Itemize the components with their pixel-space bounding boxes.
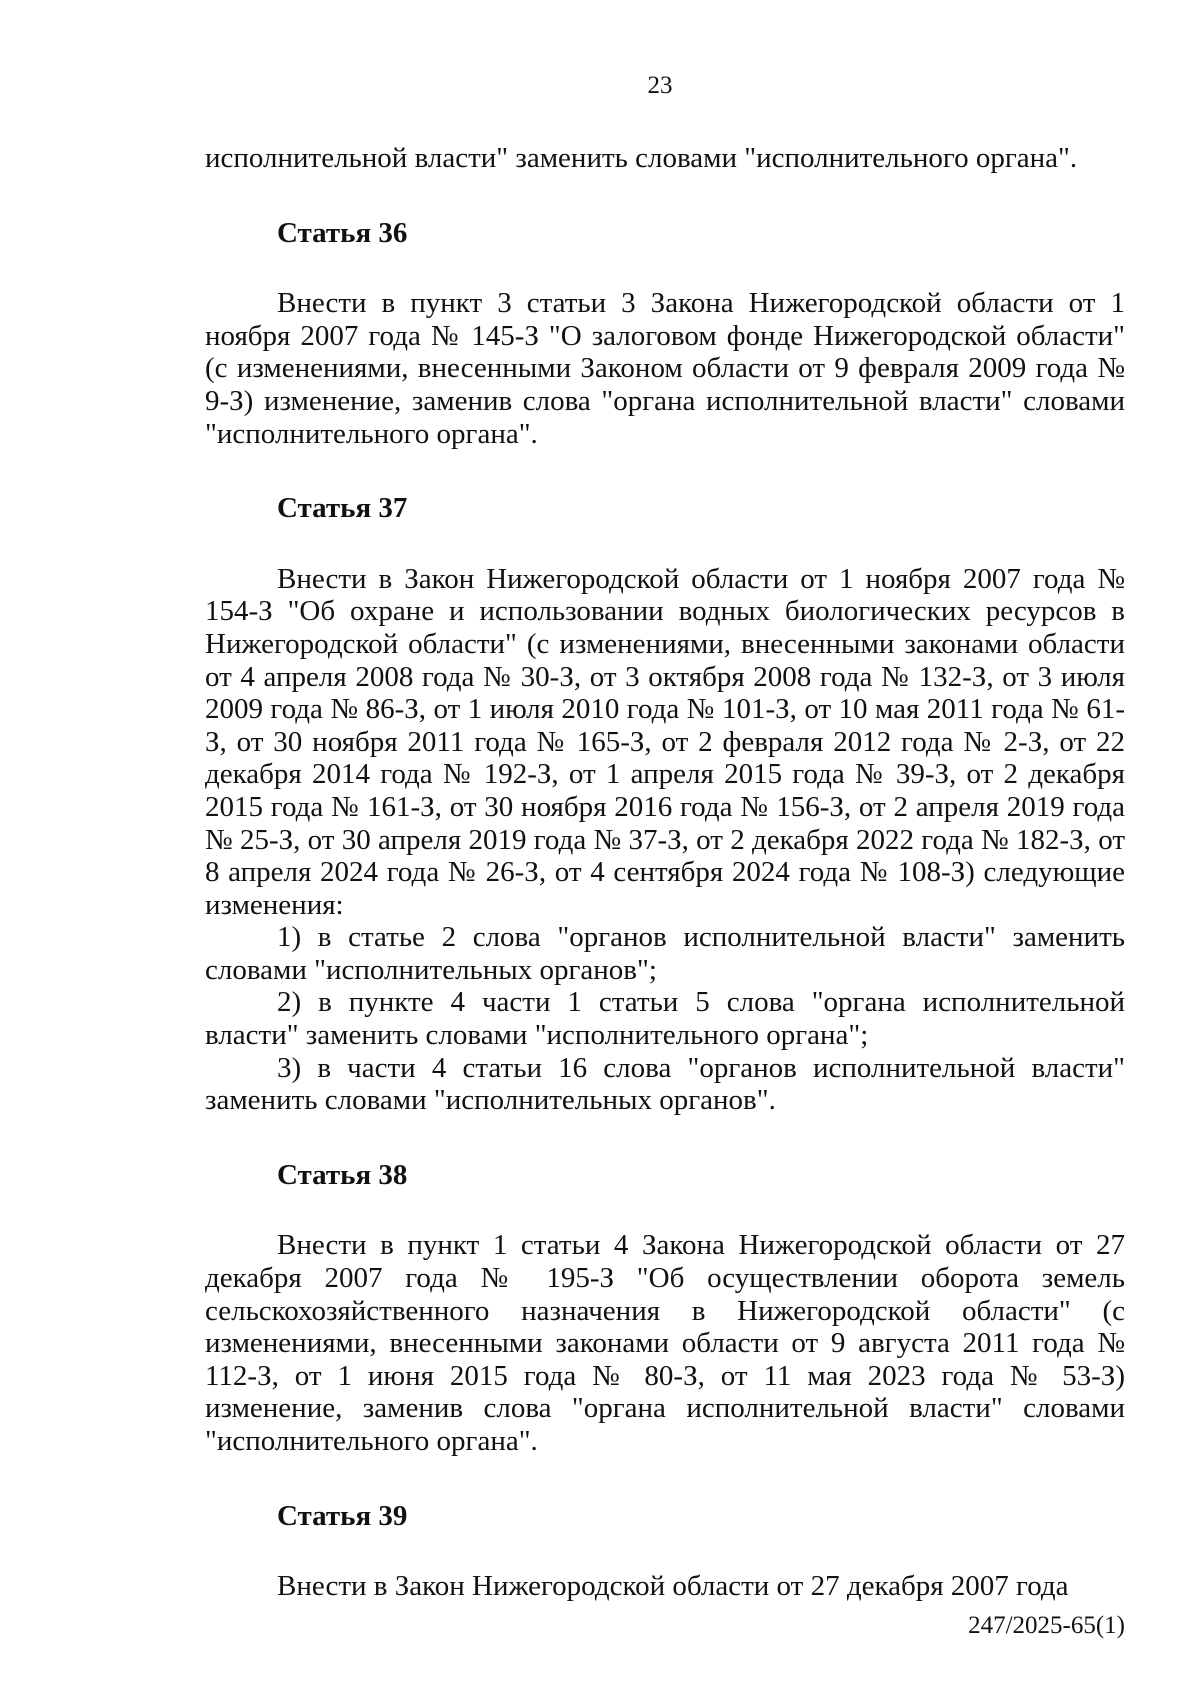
page-number: 23	[647, 72, 673, 99]
article-37-heading: Статья 37	[277, 492, 408, 525]
article-38-heading: Статья 38	[277, 1158, 408, 1191]
article-39-heading: Статья 39	[277, 1499, 408, 1532]
article-36-heading: Статья 36	[277, 216, 408, 249]
intro-line: исполнительной власти" заменить словами "исполнительного органа".	[205, 142, 1078, 174]
article-36-text: Внести в пункт 3 статьи 3 Закона Нижегородской области от 1 ноября 2007 года № 145-З "О залоговом фонде Нижегородской области" (с изменениями, внесенными Законом области от 9 февраля 2009 года № 9-З) изменение, заменив слова "органа исполнительной власти" словами "исполнительного органа".	[205, 287, 1125, 450]
article-37-item-1: 1) в статье 2 слова "органов исполнительной власти" заменить словами "исполнительных органов";	[205, 921, 1125, 986]
article-37-text: Внести в Закон Нижегородской области от 1 ноября 2007 года № 154-З "Об охране и использовании водных биологических ресурсов в Нижегородской области" (с изменениями, внесенными законами области от 4 апреля 2008 года № 30-З, от 3 октября 2008 года № 132-З, от 3 июля 2009 года № 86-З, от 1 июля 2010 года № 101-З, от 10 мая 2011 года № 61-З, от 30 ноября 2011 года № 165-З, от 2 февраля 2012 года № 2-З, от 22 декабря 2014 года № 192-З, от 1 апреля 2015 года № 39-З, от 2 декабря 2015 года № 161-З, от 30 ноября 2016 года № 156-З, от 2 апреля 2019 года № 25-З, от 30 апреля 2019 года № 37-З, от 2 декабря 2022 года № 182-З, от 8 апреля 2024 года № 26-З, от 4 сентября 2024 года № 108-З) следующие изменения:	[205, 562, 1125, 921]
article-37-item-2: 2) в пункте 4 части 1 статьи 5 слова "органа исполнительной власти" заменить словами "исполнительного органа";	[205, 986, 1125, 1052]
document-body	[205, 142, 1125, 1603]
article-37-item-3: 3) в части 4 статьи 16 слова "органов исполнительной власти" заменить словами "исполнительных органов".	[205, 1051, 1125, 1117]
article-39-text: Внести в Закон Нижегородской области от 27 декабря 2007 года	[277, 1570, 1069, 1603]
article-38-text: Внести в пункт 1 статьи 4 Закона Нижегородской области от 27 декабря 2007 года № 195-З "Об осуществлении оборота земель сельскохозяйственного назначения в Нижегородской области" (с изменениями, внесенными законами области от 9 августа 2011 года № 112-З, от 1 июня 2015 года № 80-З, от 11 мая 2023 года № 53-З) изменение, заменив слова "органа исполнительной власти" словами "исполнительного органа".	[205, 1229, 1125, 1457]
document-code: 247/2025-65(1)	[968, 1612, 1125, 1639]
